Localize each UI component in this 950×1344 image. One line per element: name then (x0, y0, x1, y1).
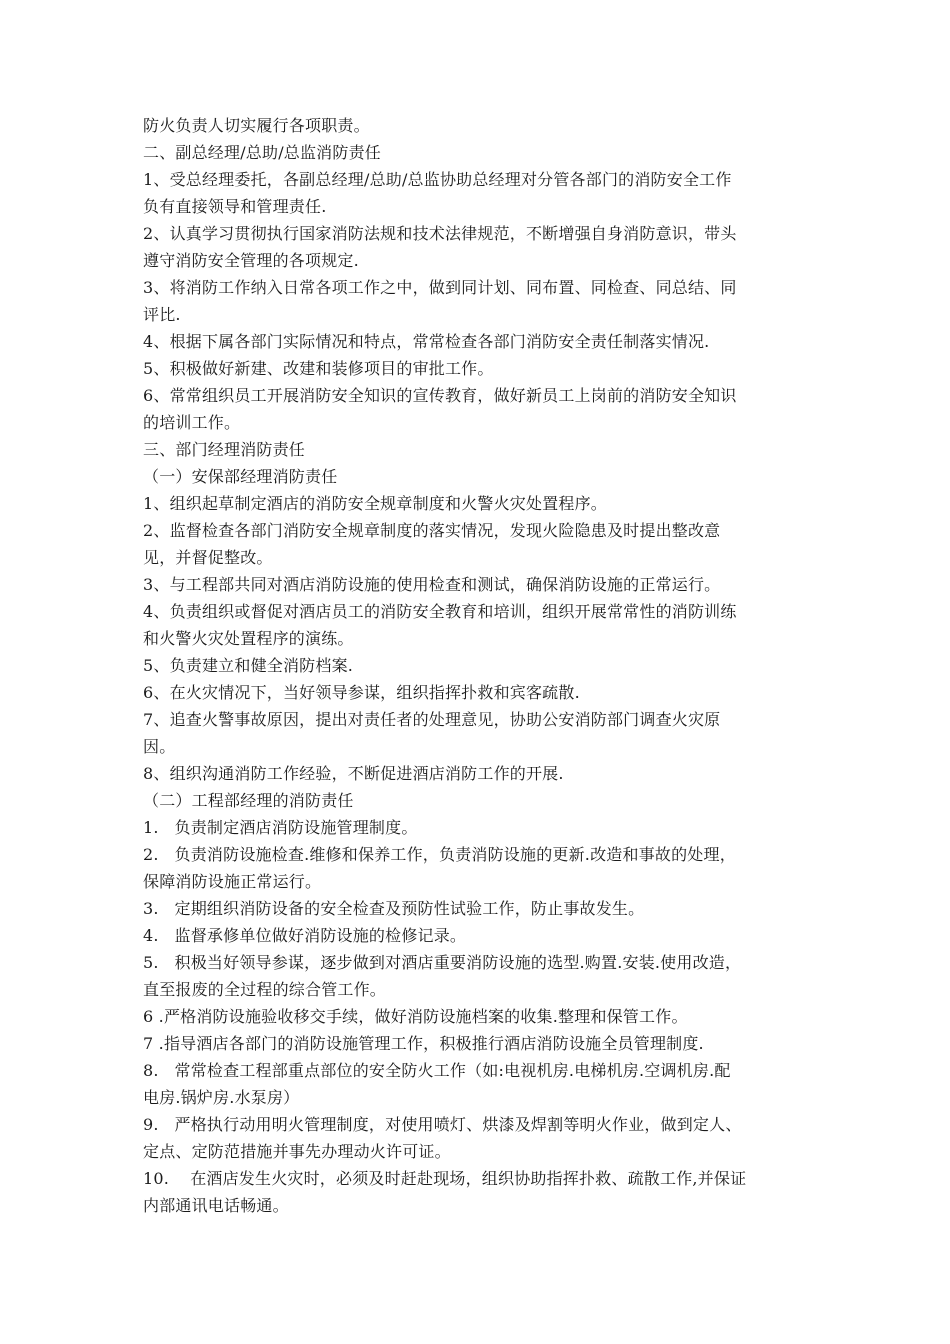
text-line: 3、将消防工作纳入日常各项工作之中，做到同计划、同布置、同检查、同总结、同 (143, 278, 737, 297)
text-line: 5. 积极当好领导参谋，逐步做到对酒店重要消防设施的选型.购置.安装.使用改造， (143, 953, 742, 972)
text-line: 2、监督检查各部门消防安全规章制度的落实情况，发现火险隐患及时提出整改意 (143, 521, 721, 540)
text-line: 4、负责组织或督促对酒店员工的消防安全教育和培训，组织开展常常性的消防训练 (143, 602, 737, 621)
text-line: 直至报废的全过程的综合管工作。 (143, 980, 387, 999)
text-line: 9. 严格执行动用明火管理制度，对使用喷灯、烘漆及焊割等明火作业，做到定人、 (143, 1115, 742, 1134)
text-line: 内部通讯电话畅通。 (143, 1196, 289, 1215)
document-body (143, 112, 813, 1219)
text-line: 6 .严格消防设施验收移交手续，做好消防设施档案的收集.整理和保管工作。 (143, 1007, 688, 1026)
text-line: 4. 监督承修单位做好消防设施的检修记录。 (143, 926, 467, 945)
text-line: 的培训工作。 (143, 413, 241, 432)
text-line: 2、认真学习贯彻执行国家消防法规和技术法律规范，不断增强自身消防意识，带头 (143, 224, 737, 243)
text-line: 负有直接领导和管理责任. (143, 197, 327, 216)
text-line: 6、在火灾情况下，当好领导参谋，组织指挥扑救和宾客疏散. (143, 683, 580, 702)
text-line: 见，并督促整改。 (143, 548, 273, 567)
text-line: 1、受总经理委托，各副总经理/总助/总监协助总经理对分管各部门的消防安全工作 (143, 170, 732, 189)
text-line: 5、积极做好新建、改建和装修项目的审批工作。 (143, 359, 494, 378)
text-line: 6、常常组织员工开展消防安全知识的宣传教育，做好新员工上岗前的消防安全知识 (143, 386, 737, 405)
text-line: 1. 负责制定酒店消防设施管理制度。 (143, 818, 418, 837)
text-line: 4、根据下属各部门实际情况和特点，常常检查各部门消防安全责任制落实情况. (143, 332, 710, 351)
text-line: 8、组织沟通消防工作经验，不断促进酒店消防工作的开展. (143, 764, 564, 783)
text-line: 二、副总经理/总助/总监消防责任 (143, 143, 381, 162)
text-line: 和火警火灾处置程序的演练。 (143, 629, 354, 648)
text-line: 2. 负责消防设施检查.维修和保养工作，负责消防设施的更新.改造和事故的处理， (143, 845, 736, 864)
text-line: 10. 在酒店发生火灾时，必须及时赶赴现场，组织协助指挥扑救、疏散工作,并保证 (143, 1169, 747, 1188)
text-line: 三、部门经理消防责任 (143, 440, 306, 459)
text-line: 防火负责人切实履行各项职责。 (143, 116, 370, 135)
text-line: （一）安保部经理消防责任 (143, 467, 338, 486)
text-line: 7 .指导酒店各部门的消防设施管理工作，积极推行酒店消防设施全员管理制度. (143, 1034, 704, 1053)
text-line: 3、与工程部共同对酒店消防设施的使用检查和测试，确保消防设施的正常运行。 (143, 575, 721, 594)
text-line: 7、追查火警事故原因，提出对责任者的处理意见，协助公安消防部门调查火灾原 (143, 710, 721, 729)
text-line: 3. 定期组织消防设备的安全检查及预防性试验工作，防止事故发生。 (143, 899, 645, 918)
text-line: 5、负责建立和健全消防档案. (143, 656, 354, 675)
text-line: 评比. (143, 305, 181, 324)
text-line: 8. 常常检查工程部重点部位的安全防火工作（如:电视机房.电梯机房.空调机房.配 (143, 1061, 731, 1080)
text-line: 1、组织起草制定酒店的消防安全规章制度和火警火灾处置程序。 (143, 494, 607, 513)
text-line: 定点、定防范措施并事先办理动火许可证。 (143, 1142, 451, 1161)
text-line: 电房.锅炉房.水泵房） (143, 1088, 300, 1107)
text-line: （二）工程部经理的消防责任 (143, 791, 354, 810)
text-line: 因。 (143, 737, 176, 756)
text-line: 遵守消防安全管理的各项规定. (143, 251, 359, 270)
text-line: 保障消防设施正常运行。 (143, 872, 322, 891)
